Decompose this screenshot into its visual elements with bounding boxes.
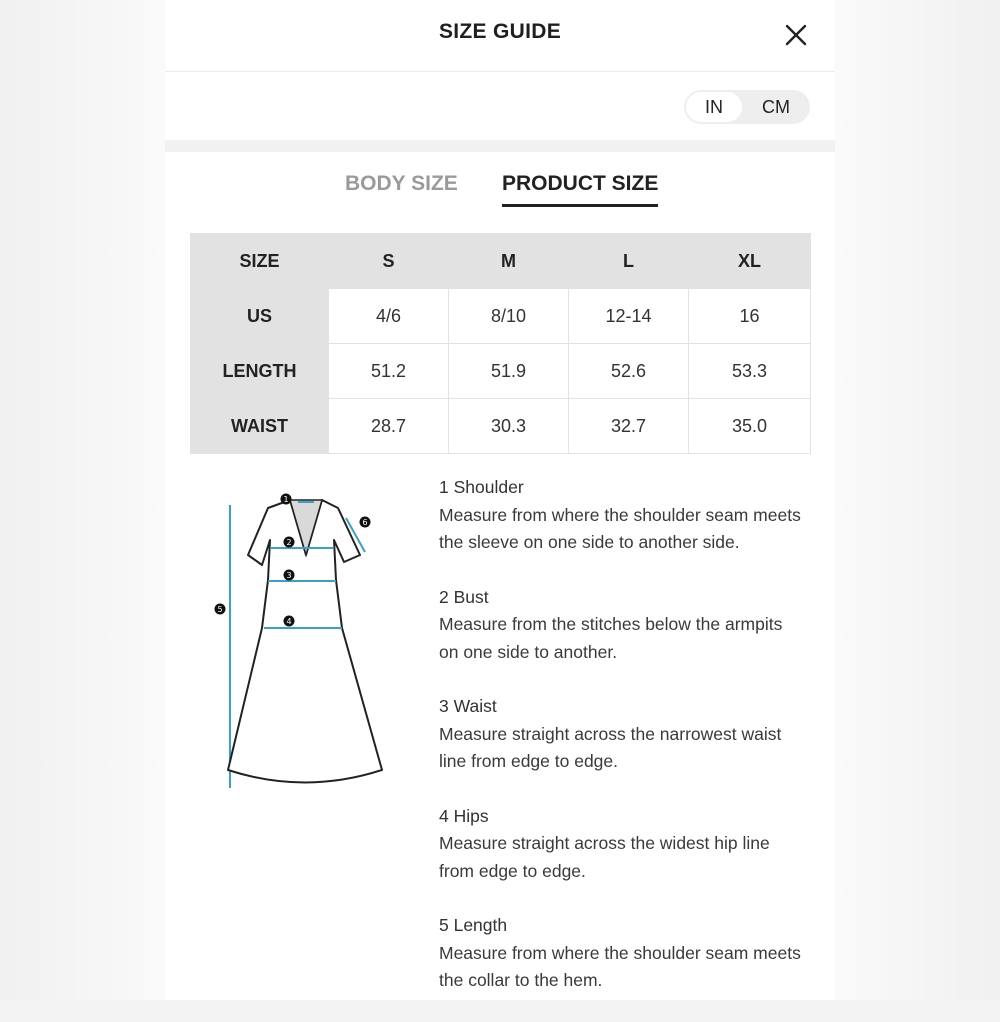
measurement-instructions [439,474,829,1022]
instruction-line: Measure from the stitches below the armpits [439,614,783,634]
table-cell: 52.6 [569,344,689,399]
instruction-title: 5 Length [439,915,508,935]
svg-text:1: 1 [283,495,289,504]
table-cell: 12-14 [569,289,689,344]
instruction-line: the sleeve on one side to another side. [439,532,740,552]
table-cell: 53.3 [689,344,811,399]
table-cell: 32.7 [569,399,689,454]
tab-product-size[interactable]: PRODUCT SIZE [502,172,658,207]
table-row-label: LENGTH [191,344,329,399]
instruction-bust [439,584,829,667]
svg-text:4: 4 [286,617,292,626]
instruction-shoulder [439,474,829,557]
svg-text:3: 3 [286,571,292,580]
modal-title: SIZE GUIDE [438,20,562,43]
table-header-cell: SIZE [191,234,329,289]
close-icon [781,20,811,50]
instruction-line: Measure straight across the widest hip line [439,833,770,853]
table-header-cell: M [449,234,569,289]
marker-3 [284,570,295,581]
instruction-line: the collar to the hem. [439,970,603,990]
unit-toggle [684,90,810,124]
marker-2 [284,537,295,548]
unit-option-in[interactable]: IN [686,92,742,122]
unit-option-cm[interactable]: CM [762,97,790,117]
instruction-title: 1 Shoulder [439,477,524,497]
instruction-line: on one side to another. [439,641,618,662]
instruction-waist [439,693,829,776]
dress-measurement-diagram [210,480,450,810]
table-cell: 28.7 [329,399,449,454]
table-row-label: US [191,289,329,344]
table-header-cell: S [329,234,449,289]
backdrop-right [835,0,1000,1000]
svg-text:5: 5 [217,605,223,614]
marker-6 [360,517,371,528]
instruction-title: 4 Hips [439,805,489,826]
svg-text:6: 6 [362,518,368,527]
table-row [191,344,811,399]
table-row-label: WAIST [191,399,329,454]
instruction-line: line from edge to edge. [439,751,619,771]
svg-text:2: 2 [286,538,292,547]
modal-header [165,0,835,72]
unit-row [165,72,835,140]
table-row [191,289,811,344]
table-cell: 16 [689,289,811,344]
size-table [190,233,811,454]
close-button[interactable] [781,20,811,50]
table-cell: 35.0 [689,399,811,454]
table-cell: 8/10 [449,289,569,344]
table-cell: 51.9 [449,344,569,399]
marker-4 [284,616,295,627]
instruction-title: 3 Waist [439,696,497,716]
tab-body-size[interactable]: BODY SIZE [345,172,458,195]
marker-5 [215,604,226,615]
backdrop-left [0,0,165,1000]
size-tabs [165,152,835,212]
table-cell: 51.2 [329,344,449,399]
instruction-length [439,912,829,995]
marker-1 [281,494,292,505]
size-guide-panel [165,0,835,1000]
instruction-line: Measure from where the shoulder seam meets [439,942,801,963]
instruction-title: 2 Bust [439,586,489,607]
table-header-cell: L [569,234,689,289]
table-row [191,399,811,454]
instruction-hips [439,803,829,886]
table-header-row [191,234,811,289]
section-divider [165,140,835,152]
instruction-line: Measure straight across the narrowest waist [439,723,782,744]
table-cell: 4/6 [329,289,449,344]
instruction-line: Measure from where the shoulder seam meets [439,504,801,525]
instruction-line: from edge to edge. [439,860,586,881]
table-cell: 30.3 [449,399,569,454]
table-header-cell: XL [689,234,811,289]
